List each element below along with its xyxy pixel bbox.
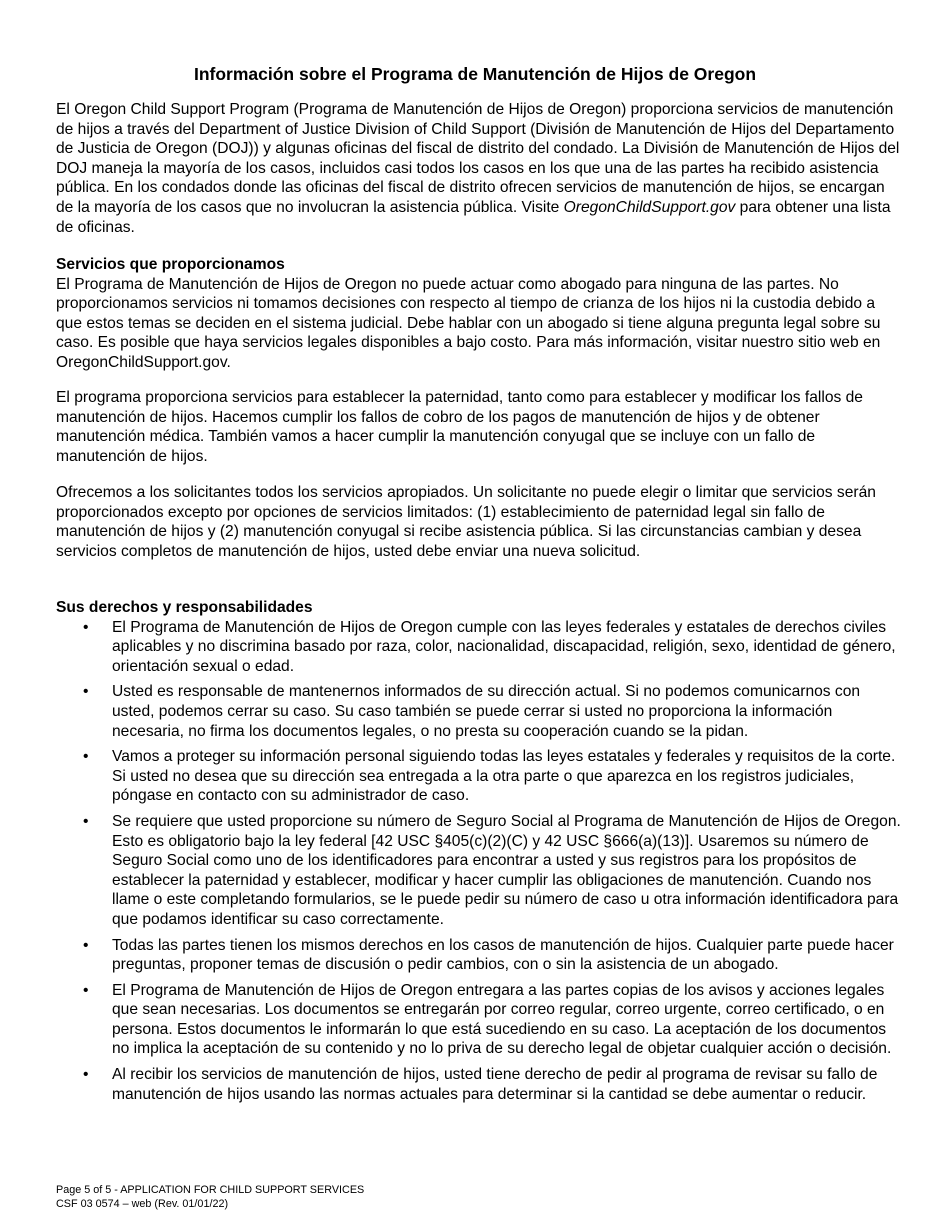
intro-paragraph <box>56 100 901 237</box>
rights-list <box>56 618 901 1105</box>
list-item: • Usted es responsable de mantenernos informados de su dirección actual. Si no podemos comunicarnos con usted, podemos cerrar su caso. Su caso también se puede cerrar si usted no proporciona la información necesaria, no firma los documentos legales, o no presta su cooperación cuando se la pidan. <box>56 682 901 741</box>
intro-text: El Oregon Child Support Program (Programa de Manutención de Hijos de Oregon) proporciona servicios de manutención de hijos a través del Department of Justice Division of Child Support (División de Manutención de Hijos del Departamento de Justicia de Oregon (DOJ)) y algunas oficinas del fiscal de distrito del condado. La División de Manutención de Hijos del DOJ maneja la mayoría de los casos, incluidos casi todos los casos en los que una de las partes ha recibido asistencia pública. En los condados donde las oficinas del fiscal de distrito ofrecen servicios de manutención de hijos, se encargan de la mayoría de los casos que no involucran la asistencia pública. Visite <box>56 101 900 216</box>
list-item: • Al recibir los servicios de manutención de hijos, usted tiene derecho de pedir al programa de revisar su fallo de manutención de hijos usando las normas actuales para determinar si la cantidad se debe aumentar o reducir. <box>56 1065 901 1104</box>
page-title: Información sobre el Programa de Manutención de Hijos de Oregon <box>193 64 757 84</box>
services-heading: Servicios que proporcionamos <box>56 256 285 273</box>
footer-form-id: CSF 03 0574 – web (Rev. 01/01/22) <box>56 1198 229 1210</box>
footer-page-info: Page 5 of 5 - APPLICATION FOR CHILD SUPPORT SERVICES <box>56 1184 365 1196</box>
list-item: • Se requiere que usted proporcione su número de Seguro Social al Programa de Manutención de Hijos de Oregon. Esto es obligatorio bajo la ley federal [42 USC §405(c)(2)(C) y 42 USC §666(a)(13)]. Usaremos su número de Seguro Social como uno de los identificadores para encontrar a usted y sus registros para los propósitos de establecer la paternidad y establecer, modificar y hacer cumplir las obligaciones de manutención. Cuando nos llame o este completando formularios, se le puede pedir su número de caso u otra información identificadora para que podamos identificar su caso correctamente. <box>56 812 901 930</box>
page-footer <box>56 1183 364 1211</box>
rights-section <box>56 598 901 1110</box>
website-link: OregonChildSupport.gov <box>563 198 736 216</box>
services-paragraph: El Programa de Manutención de Hijos de Oregon no puede actuar como abogado para ninguna de las partes. No proporcionamos servicios ni tomamos decisiones con respecto al tiempo de crianza de los hijos ni la custodia debido a que estos temas se deciden en el sistema judicial. Debe hablar con un abogado si tiene alguna pregunta legal sobre su caso. Es posible que haya servicios legales disponibles a bajo costo. Para más información, visitar nuestro sitio web en OregonChildSupport.gov. <box>56 275 881 371</box>
services-section <box>56 255 901 373</box>
program-paragraph: El programa proporciona servicios para establecer la paternidad, tanto como para establecer y modificar los fallos de manutención de hijos. Hacemos cumplir los fallos de cobro de los pagos de manutención de hijos y de obtener manutención médica. También vamos a hacer cumplir la manutención conyugal que se incluye con un fallo de manutención de hijos. <box>56 389 863 465</box>
list-item: • El Programa de Manutención de Hijos de Oregon entregara a las partes copias de los avisos y acciones legales que sean necesarias. Los documentos se entregarán por correo regular, correo urgente, correo certificado, o en persona. Estos documentos le informarán lo que está sucediendo en su caso. La aceptación de los documentos no implica la aceptación de su contenido y no lo priva de su derecho legal de objetar cualquier acción o decisión. <box>56 981 901 1059</box>
rights-heading: Sus derechos y responsabilidades <box>56 599 313 616</box>
list-item: • Vamos a proteger su información personal siguiendo todas las leyes estatales y federales y requisitos de la corte. Si usted no desea que su dirección sea entregada a la otra parte o que aparezca en los registros judiciales, póngase en contacto con su administrador de caso. <box>56 747 901 806</box>
list-item: • El Programa de Manutención de Hijos de Oregon cumple con las leyes federales y estatales de derechos civiles aplicables y no discrimina basado por raza, color, nacionalidad, discapacidad, religión, sexo, identidad de género, orientación sexual o edad. <box>56 618 901 677</box>
list-item: • Todas las partes tienen los mismos derechos en los casos de manutención de hijos. Cualquier parte puede hacer preguntas, proponer temas de discusión o pedir cambios, con o sin la asistencia de un abogado. <box>56 936 901 975</box>
intro-text-end: para obtener una lista de oficinas. <box>56 198 891 236</box>
offer-paragraph: Ofrecemos a los solicitantes todos los servicios apropiados. Un solicitante no puede elegir o limitar que servicios serán proporcionados excepto por opciones de servicios limitados: (1) establecimiento de paternidad legal sin fallo de manutención de hijos y (2) manutención conyugal si recibe asistencia pública. Si las circunstancias cambian y desea servicios completos de manutención de hijos, usted debe enviar una nueva solicitud. <box>56 484 876 560</box>
